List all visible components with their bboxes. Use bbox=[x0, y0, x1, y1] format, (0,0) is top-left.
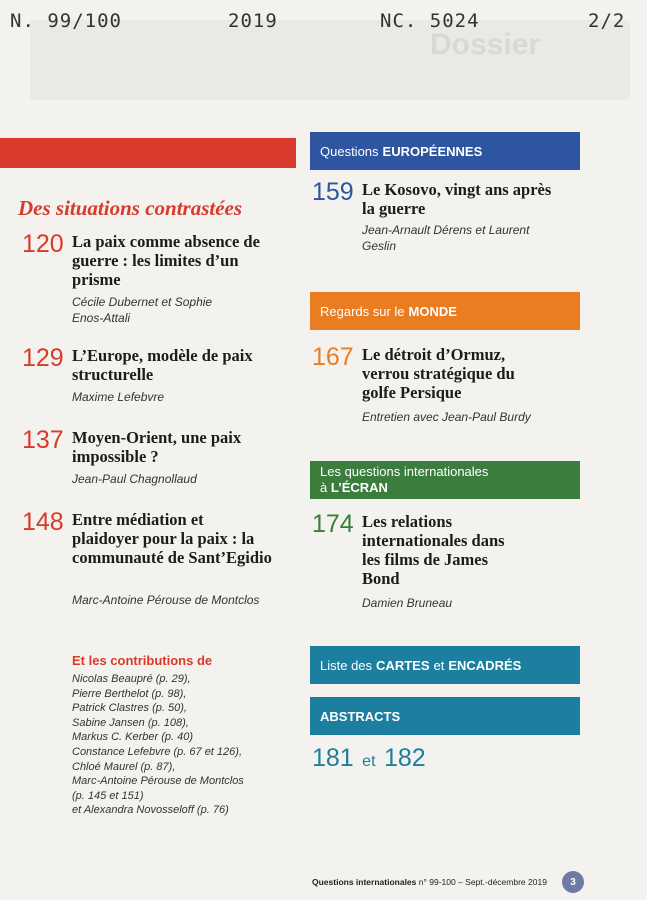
list-item: Nicolas Beaupré (p. 29), bbox=[72, 673, 191, 685]
banner-cartes-encadres[interactable] bbox=[310, 646, 580, 684]
contributors-list bbox=[72, 672, 244, 818]
handwritten-nc: NC. 5024 bbox=[380, 10, 480, 32]
article-title: Les relations internationales dans les films de James Bond bbox=[362, 512, 505, 588]
list-item: Sabine Jansen (p. 108), bbox=[72, 716, 189, 729]
article-page-number: 167 bbox=[312, 343, 354, 371]
article-title: L’Europe, modèle de paix structurelle bbox=[72, 346, 253, 384]
banner-questions-europeennes bbox=[310, 132, 580, 170]
article-authors: Jean-Arnault Dérens et Laurent Geslin bbox=[362, 223, 530, 253]
banner-bold: ABSTRACTS bbox=[320, 708, 401, 724]
article-title: La paix comme absence de guerre : les limites d’un prisme bbox=[72, 232, 260, 289]
article-authors: Cécile Dubernet et Sophie Enos-Attali bbox=[72, 295, 213, 325]
handwritten-page: 2/2 bbox=[588, 10, 626, 32]
footer bbox=[312, 877, 547, 887]
article-authors: Marc-Antoine Pérouse de Montclos bbox=[72, 593, 260, 607]
banner-bold: EUROPÉENNES bbox=[382, 143, 483, 159]
list-item: (p. 145 et 151) bbox=[72, 789, 144, 802]
list-item: Chloé Maurel (p. 87), bbox=[72, 760, 176, 773]
article-authors: Damien Bruneau bbox=[362, 596, 453, 610]
article-authors: Jean-Paul Chagnollaud bbox=[72, 472, 197, 486]
banner-prefix: à bbox=[320, 480, 328, 495]
list-item: Pierre Berthelot (p. 98), bbox=[72, 687, 187, 700]
banner-bold: CARTES bbox=[376, 657, 430, 673]
article-page-number: 159 bbox=[312, 178, 354, 206]
list-item: Constance Lefebvre (p. 67 et 126), bbox=[72, 745, 242, 758]
banner-bold: L’ÉCRAN bbox=[330, 480, 388, 495]
banner-prefix: Regards sur le bbox=[320, 303, 405, 319]
page-number-badge: 3 bbox=[562, 871, 584, 893]
contributions-heading: Et les contributions de bbox=[72, 653, 213, 668]
abstracts-pages[interactable] bbox=[312, 744, 426, 773]
article-page-number: 148 bbox=[22, 508, 64, 536]
abstract-page-2: 182 bbox=[383, 744, 426, 772]
abstract-page-1: 181 bbox=[312, 744, 354, 772]
banner-bold: ENCADRÉS bbox=[448, 657, 522, 673]
list-item: Marc-Antoine Pérouse de Montclos bbox=[72, 775, 244, 788]
article-page-number: 129 bbox=[22, 344, 64, 372]
article-authors: Maxime Lefebvre bbox=[72, 390, 165, 404]
banner-line2 bbox=[320, 480, 388, 496]
handwritten-issue-ref: N. 99/100 bbox=[10, 10, 122, 32]
banner-abstracts[interactable] bbox=[310, 697, 580, 735]
banner-regards-monde bbox=[310, 292, 580, 330]
banner-line1: Les questions internationales bbox=[320, 464, 489, 479]
banner-mid: et bbox=[433, 657, 445, 673]
footer-journal: Questions internationales bbox=[312, 877, 417, 887]
banner-bold: MONDE bbox=[408, 303, 457, 319]
handwritten-year: 2019 bbox=[228, 10, 278, 32]
article-title: Entre médiation et plaidoyer pour la paix : la communauté de Sant’Egidio bbox=[72, 510, 272, 567]
banner-prefix: Liste des bbox=[320, 657, 373, 673]
section-title: Des situations contrastées bbox=[18, 196, 243, 220]
article-page-number: 137 bbox=[22, 426, 64, 454]
list-item: Markus C. Kerber (p. 40) bbox=[72, 731, 194, 744]
article-page-number: 120 bbox=[22, 230, 64, 258]
abstract-et: et bbox=[362, 753, 376, 770]
article-title: Moyen-Orient, une paix impossible ? bbox=[72, 428, 242, 466]
list-item: et Alexandra Novosseloff (p. 76) bbox=[72, 804, 229, 817]
section-red-bar bbox=[0, 138, 296, 168]
banner-prefix: Questions bbox=[320, 143, 379, 159]
ghost-dossier-title: Dossier bbox=[430, 28, 541, 61]
article-title: Le Kosovo, vingt ans après la guerre bbox=[362, 180, 552, 218]
article-page-number: 174 bbox=[312, 510, 354, 538]
list-item: Patrick Clastres (p. 50), bbox=[72, 702, 187, 715]
article-authors: Entretien avec Jean-Paul Burdy bbox=[362, 410, 531, 424]
article-title: Le détroit d’Ormuz, verrou stratégique du golfe Persique bbox=[362, 345, 515, 402]
banner-questions-ecran bbox=[310, 461, 580, 499]
footer-issue: n° 99-100 – Sept.-décembre 2019 bbox=[418, 877, 547, 887]
